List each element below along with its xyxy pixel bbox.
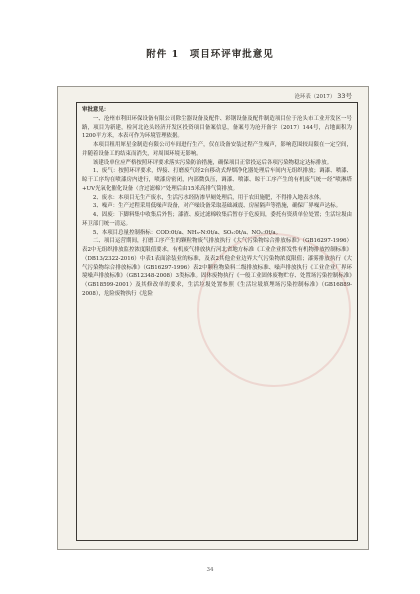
paragraph-construction-noise: 本项目租用犀星金制造有限公司车间进行生产，仅在设备安装过程产生噪声，影响范围较局限在一定空间，并随着设备工的结束而消失，对周围环境无影响。 [82,142,352,157]
paragraph-emission-standards: 二、项目运营期间，打磨工序产生的颗粒物废气排放执行《大气污染物综合排放标准》（GB16297-1996）表2中无组织排放监控浓度限值要求，有机废气排放执行河北省地方标准《工业企业挥发性有机物排放控制标准》（DB13/2322-2016）中表1表面涂装业的标准，及表2其他企业边界大气污染物浓度限值；漆雾排放执行《大气污染物综合排放标准》（GB16297-1996）表2中颗粒物染料二级排放标准、噪声排放执行《工业企业厂界环境噪声排放标准》（GB12348-2008）3类标准。固体废物执行《一般工业固体废物贮存、处置场污染控制标准》（GB18599-2001）及其修改单的要求，生活垃圾处置参照《生活垃圾填埋场污染控制标准》（GB16889-2008），危险废物执行《危险 [82,238,352,297]
approval-heading: 审批意见： [82,107,110,113]
page-title: 附件 1 项目环评审批意见 [146,49,274,60]
document-ref-printed: 沧环表（2017） [294,94,336,100]
paragraph-project-overview: 一、沧州市利田环保设备有限公司除尘器设备及配件、彩钢设备及配件制造项目位于沧头市工业开发区一号路，项目为新建，检河北沧头经济开发区投资项目备案信息，备案号为沧开备字（2017）144号，占地面积为1200平方米，本表可作为环境管理依据。 [82,115,352,140]
scanned-document [57,86,369,550]
page-number: 34 [206,567,214,573]
document-reference [295,91,352,100]
paragraph-waste-gas: 1、废气：按照环评要求，焊接、打磨废气经2台移动式焊烟净化器处理后车间内无组织排放；调漆、喷漆、晾干工序均在喷漆房内进行，喷漆房密闭，内部微负压，调漆、喷漆、晾干工序产生的有机废气统一经“喷淋塔+UV光氧化催化设备（含过滤棉）”处理后由15米高排气筒排放。 [82,168,352,192]
document-ref-handwritten: 33号 [337,92,352,100]
paragraph-noise: 3、噪声：生产过程采用低噪声设备，对产噪设备采取基础减震、房屋隔声等措施，确保厂界噪声达标。 [92,203,342,210]
paragraph-total-emission: 5、本项目总量控制指标：COD:0t/a、NH₃-N:0t/a、SO₂:0t/a、NOₓ:0t/a。 [92,229,282,236]
approval-box [76,102,358,541]
paragraph-wastewater: 2、废水：本项目无生产废水，生活污水经防渗旱厕处理后，用于农田施肥，不得排入地表水体。 [92,194,325,201]
paragraph-solid-waste: 4、固废：下脚料集中收集后外售；漆渣、废过滤棉收集后暂存于危废间，委托有资质单位处置；生活垃圾由环卫部门统一清运。 [82,212,352,227]
paragraph-pollution-control: 该建设单位应严格按照环评要求落实污染防治措施，确保项目正常投运后各项污染物稳定达标排放。 [92,159,333,166]
